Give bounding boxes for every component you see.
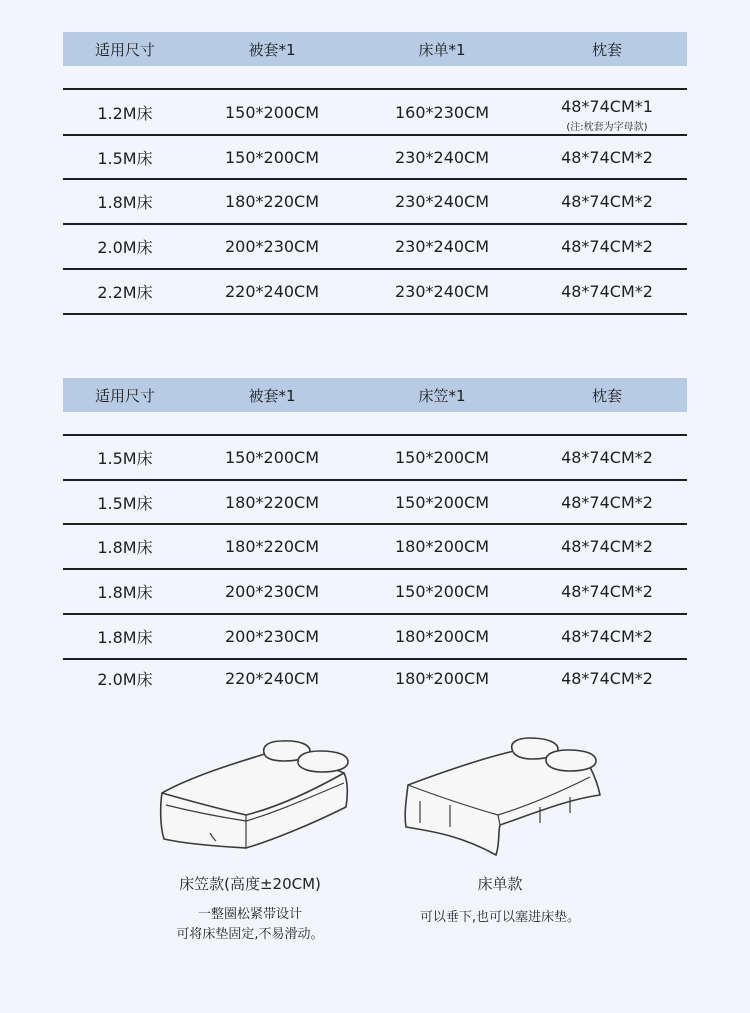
pillowcase-cell: 48*74CM*2: [561, 192, 653, 211]
fitted-sheet-cell: 150*200CM: [394, 492, 490, 512]
pillowcase-cell: 48*74CM*2: [561, 237, 653, 256]
table-row: [63, 225, 687, 270]
table-row: [63, 136, 687, 180]
size-cell: 1.5M床: [97, 449, 153, 468]
size-cell: 1.8M床: [97, 628, 153, 647]
duvet-cell: 200*230CM: [224, 237, 320, 256]
size-table-fitted-sheet: [63, 378, 687, 696]
duvet-cell: 180*220CM: [224, 192, 320, 211]
fitted-sheet-cell: 180*200CM: [394, 627, 490, 646]
size-cell: 1.2M床: [97, 103, 153, 123]
fitted-sheet-bed-icon: [150, 735, 360, 855]
sheet-cell: 230*240CM: [394, 192, 490, 211]
duvet-cell: 150*200CM: [224, 102, 320, 122]
table-row: [63, 270, 687, 315]
size-table-flat-sheet: [63, 32, 687, 315]
size-cell: 2.0M床: [97, 669, 153, 689]
header-duvet: 被套*1: [248, 40, 296, 59]
size-cell: 1.5M床: [97, 493, 153, 513]
header-pillowcase: 枕套: [591, 386, 622, 405]
sheet-cell: 230*240CM: [394, 282, 490, 301]
header-size: 适用尺寸: [94, 40, 155, 59]
pillowcase-cell: 48*74CM*2: [561, 582, 653, 601]
sheet-cell: 230*240CM: [394, 147, 490, 167]
size-cell: 1.8M床: [97, 538, 153, 557]
pillowcase-cell: [527, 91, 687, 133]
duvet-cell: 220*240CM: [224, 282, 320, 301]
duvet-cell: 180*220CM: [224, 537, 320, 556]
header-pillowcase: 枕套: [591, 40, 622, 59]
pillowcase-cell: 48*74CM*2: [561, 668, 653, 688]
header-sheet: 床单*1: [418, 40, 466, 59]
size-cell: 2.0M床: [97, 238, 153, 257]
table-row: [63, 180, 687, 225]
fitted-sheet-desc-line1: 一整圈松紧带设计: [197, 907, 302, 922]
duvet-cell: 220*240CM: [224, 668, 320, 688]
table-row: [63, 525, 687, 570]
duvet-cell: 150*200CM: [224, 448, 320, 467]
size-cell: 2.2M床: [97, 283, 153, 302]
pillowcase-cell: 48*74CM*2: [561, 537, 653, 556]
pillowcase-cell: 48*74CM*2: [561, 448, 653, 467]
sheet-cell: 230*240CM: [394, 237, 490, 256]
size-cell: 1.8M床: [97, 583, 153, 602]
table-row: [63, 436, 687, 481]
table-row: [63, 481, 687, 525]
pillowcase-value: 48*74CM*1: [561, 97, 653, 116]
size-cell: 1.5M床: [97, 148, 153, 168]
size-cell: 1.8M床: [97, 193, 153, 212]
table-row: [63, 660, 687, 696]
duvet-cell: 180*220CM: [224, 492, 320, 512]
fitted-sheet-cell: 180*200CM: [394, 668, 490, 688]
pillowcase-cell: 48*74CM*2: [561, 147, 653, 167]
flat-sheet-desc: 可以垂下,也可以塞进床垫。: [419, 910, 581, 925]
fitted-sheet-desc-line2: 可将床垫固定,不易滑动。: [176, 927, 324, 942]
header-size: 适用尺寸: [94, 386, 155, 405]
duvet-cell: 200*230CM: [224, 582, 320, 601]
table-row: [63, 615, 687, 660]
duvet-cell: 200*230CM: [224, 627, 320, 646]
fitted-sheet-cell: 180*200CM: [394, 537, 490, 556]
flat-sheet-bed-icon: [400, 735, 610, 865]
sheet-cell: 160*230CM: [394, 102, 490, 122]
pillowcase-cell: 48*74CM*2: [561, 282, 653, 301]
duvet-cell: 150*200CM: [224, 147, 320, 167]
table-header: [63, 378, 687, 412]
table-row: [63, 90, 687, 136]
fitted-sheet-cell: 150*200CM: [394, 582, 490, 601]
fitted-sheet-cell: 150*200CM: [394, 448, 490, 467]
table-header: [63, 32, 687, 66]
fitted-sheet-title: 床笠款(高度±20CM): [179, 875, 321, 893]
header-fitted-sheet: 床笠*1: [418, 386, 466, 405]
header-duvet: 被套*1: [248, 386, 296, 405]
pillowcase-note: (注:枕套为字母款): [566, 122, 648, 133]
flat-sheet-title: 床单款: [477, 875, 523, 893]
pillowcase-cell: 48*74CM*2: [561, 627, 653, 646]
table-row: [63, 570, 687, 615]
pillowcase-cell: 48*74CM*2: [561, 492, 653, 512]
